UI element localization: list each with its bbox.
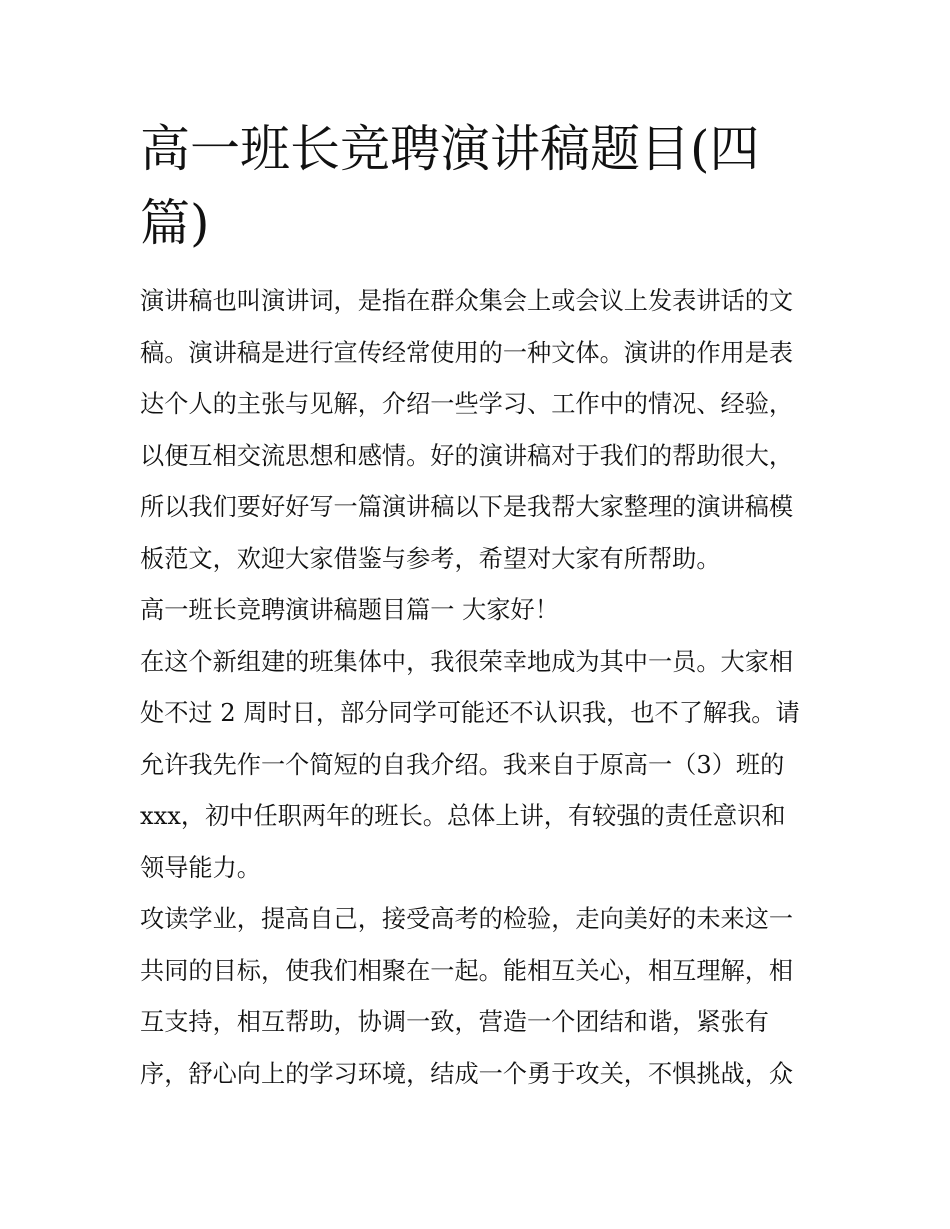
body-line: 稿。演讲稿是进行宣传经常使用的一种文体。演讲的作用是表 [140, 338, 794, 367]
body-line: 序，舒心向上的学习环境，结成一个勇于攻关，不惧挑战，众 [140, 1059, 794, 1088]
body-line: 所以我们要好好写一篇演讲稿以下是我帮大家整理的演讲稿模 [140, 493, 794, 521]
body-line: 领导能力。 [140, 853, 261, 882]
body-line: 以便互相交流思想和感情。好的演讲稿对于我们的帮助很大， [140, 441, 794, 470]
section-heading-line: 高一班长竞聘演讲稿题目篇一 大家好！ [140, 596, 559, 624]
body-line: 在这个新组建的班集体中，我很荣幸地成为其中一员。大家相 [140, 647, 794, 676]
body-line: 允许我先作一个简短的自我介绍。我来自于原高一（3）班的 [140, 750, 785, 779]
title-line: 篇) [140, 194, 210, 252]
document-body [140, 281, 830, 1105]
body-line: 达个人的主张与见解，介绍一些学习、工作中的情况、经验， [140, 390, 794, 418]
body-line: 互支持，相互帮助，协调一致，营造一个团结和谐，紧张有 [140, 1008, 769, 1036]
body-line: 共同的目标，使我们相聚在一起。能相互关心，相互理解，相 [140, 956, 794, 985]
body-line: 攻读学业，提高自己，接受高考的检验，走向美好的未来这一 [140, 905, 794, 933]
body-line: 演讲稿也叫演讲词，是指在群众集会上或会议上发表讲话的文 [140, 287, 794, 315]
body-line: 板范文，欢迎大家借鉴与参考，希望对大家有所帮助。 [140, 544, 721, 573]
body-line: 处不过 2 周时日，部分同学可能还不认识我，也不了解我。请 [140, 699, 800, 727]
document-title [140, 112, 820, 260]
body-line: xxx，初中任职两年的班长。总体上讲，有较强的责任意识和 [140, 802, 786, 830]
title-line: 高一班长竞聘演讲稿题目(四 [140, 120, 760, 178]
